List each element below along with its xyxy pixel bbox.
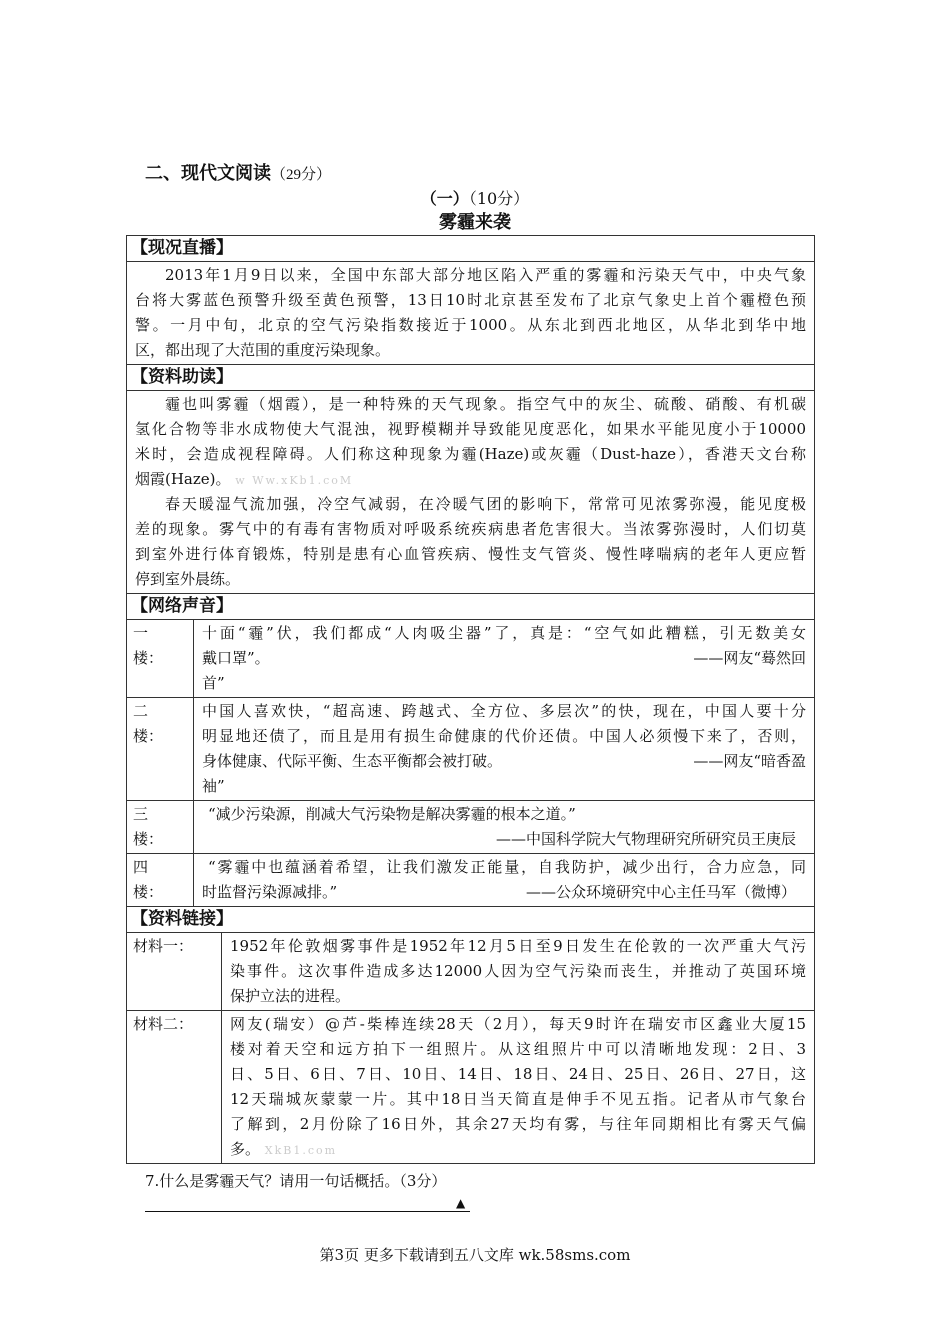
floor-label-line: 楼： (133, 649, 164, 667)
text-line: 2013年1月9日以来，全国中东部大部分地区陷入严重的雾霾和污染天气中，中央气象 (165, 266, 806, 284)
floor-row (127, 854, 814, 906)
text-line: 日、5日、6日、7日、10日、14日、18日、24日、25日、26日、27日，这 (230, 1065, 806, 1083)
floor-row (127, 801, 814, 854)
text-line: 停到室外晨练。 (135, 570, 241, 588)
text-line: 中国人喜欢快，“超高速、跨越式、全方位、多层次”的快，现在，中国人要十分 (202, 702, 806, 720)
floor-content (194, 801, 814, 853)
material-header: 【资料助读】 (127, 365, 814, 391)
text-line: “减少污染源，削减大气污染物是解决雾霾的根本之道。” (208, 805, 576, 823)
floor-content (194, 698, 814, 800)
floor-label-line: 一 (133, 624, 149, 642)
article-title: 雾霾来袭 (439, 212, 511, 233)
watermark: XkB1.com (264, 1144, 338, 1157)
text-line: 区，都出现了大范围的重度污染现象。 (135, 341, 391, 359)
text-line: 台将大雾蓝色预警升级至黄色预警，13日10时北京甚至发布了北京气象史上首个霾橙色预 (135, 291, 806, 309)
material-body (127, 391, 814, 594)
text-line: 保护立法的进程。 (230, 987, 351, 1005)
text-span: 时监督污染源减排。” (202, 883, 338, 901)
link-row (127, 1011, 814, 1163)
floor-label (127, 620, 194, 697)
link-content (222, 1011, 814, 1163)
answer-marker-icon: ▲ (456, 1196, 466, 1210)
text-line: 霾也叫雾霾（烟霞），是一种特殊的天气现象。指空气中的灰尘、硫酸、硝酸、有机碳 (165, 395, 806, 413)
floor-row (127, 620, 814, 698)
text-line: 12天瑞城灰蒙蒙一片。其中18日当天简直是伸手不见五指。记者从市气象台 (230, 1090, 806, 1108)
floor-label-line: 二 (133, 702, 149, 720)
text-line (202, 749, 806, 774)
signature: ——公众环境研究中心主任马军（微博） (525, 883, 796, 901)
text-line (202, 880, 806, 905)
text-line: 米时，会造成视程障碍。人们称这种现象为霾(Haze)或灰霾（Dust-haze），香港天文台称 (135, 445, 806, 463)
signature: ——网友“暗香盈 (693, 752, 806, 770)
text-line: 十面“霾”伏，我们都成“人肉吸尘器”了，真是：“空气如此糟糕，引无数美女 (202, 624, 806, 642)
voices-table (127, 620, 814, 907)
floor-label-line: 楼： (133, 830, 164, 848)
text-span: 烟霞(Haze)。 (135, 470, 231, 488)
text-line: 染事件。这次事件造成多达12000人因为空气污染而丧生，并推动了英国环境 (230, 962, 806, 980)
text-line: 袖” (202, 777, 225, 795)
signature: ——网友“蓦然回 (693, 649, 806, 667)
reading-table (126, 235, 815, 1164)
part-label: （一） (420, 189, 469, 208)
floor-label-line: 三 (133, 805, 149, 823)
floor-label (127, 698, 194, 800)
text-line (135, 467, 806, 492)
section-title: 二、现代文阅读 (145, 163, 271, 184)
live-header: 【现况直播】 (127, 236, 814, 262)
text-line: 楼对着天空和远方拍下一组照片。从这组照片中可以清晰地发现：2日、3 (230, 1040, 806, 1058)
text-line: 了解到，2月份除了16日外，其余27天均有雾，与往年同期相比有雾天气偏 (230, 1115, 806, 1133)
voices-header: 【网络声音】 (127, 594, 814, 620)
text-span: 多。 (230, 1140, 261, 1158)
floor-label-line: 楼： (133, 883, 164, 901)
text-line: 氢化合物等非水成物使大气混浊，视野模糊并导致能见度恶化，如果水平能见度小于10000 (135, 420, 806, 438)
link-row (127, 933, 814, 1011)
signature: ——中国科学院大气物理研究所研究员王庚辰 (495, 830, 796, 848)
page-footer: 第3页 更多下载请到五八文库 wk.58sms.com (319, 1246, 631, 1264)
text-line: 网友(瑞安）@芦-柴棒连续28天（2月），每天9时许在瑞安市区鑫业大厦15 (230, 1015, 806, 1033)
text-line: 春天暖湿气流加强，冷空气减弱，在冷暖气团的影响下，常常可见浓雾弥漫，能见度极 (165, 495, 806, 513)
text-line: 明显地还债了，而且是用有损生命健康的代价还债。中国人必须慢下来了，否则， (202, 727, 806, 745)
answer-line[interactable] (145, 1211, 470, 1212)
part-heading (0, 188, 950, 210)
question-7: 7.什么是雾霾天气？请用一句话概括。（3分） (145, 1172, 447, 1190)
link-label: 材料二： (127, 1011, 222, 1163)
floor-label (127, 854, 194, 906)
text-line: 到室外进行体育锻炼，特别是患有心血管疾病、慢性支气管炎、慢性哮喘病的老年人更应暂 (135, 545, 806, 563)
text-line (230, 1137, 806, 1162)
live-body (127, 262, 814, 365)
text-line: 1952年伦敦烟雾事件是1952年12月5日至9日发生在伦敦的一次严重大气污 (230, 937, 806, 955)
floor-content (194, 854, 814, 906)
watermark: w Ww.xKb1.coM (235, 474, 354, 487)
floor-content (194, 620, 814, 697)
floor-row (127, 698, 814, 801)
text-line: 差的现象。雾气中的有毒有害物质对呼吸系统疾病患者危害很大。当浓雾弥漫时，人们切莫 (135, 520, 806, 538)
text-line: 首” (202, 674, 225, 692)
floor-label-line: 楼： (133, 727, 164, 745)
floor-label-line: 四 (133, 858, 149, 876)
links-table (127, 933, 814, 1163)
text-line: “雾霾中也蕴涵着希望，让我们激发正能量，自我防护，减少出行，合力应急，同 (208, 858, 806, 876)
text-line (202, 646, 806, 671)
section-score: （29分） (271, 167, 332, 183)
section-heading (145, 163, 331, 185)
link-content (222, 933, 814, 1010)
links-header: 【资料链接】 (127, 907, 814, 933)
text-span: 戴口罩”。 (202, 649, 270, 667)
link-label: 材料一： (127, 933, 222, 1010)
text-line: 警。一月中旬，北京的空气污染指数接近于1000。从东北到西北地区，从华北到华中地 (135, 316, 806, 334)
floor-label (127, 801, 194, 853)
text-span: 身体健康、代际平衡、生态平衡都会被打破。 (202, 752, 503, 770)
part-score: （10分） (468, 189, 530, 208)
